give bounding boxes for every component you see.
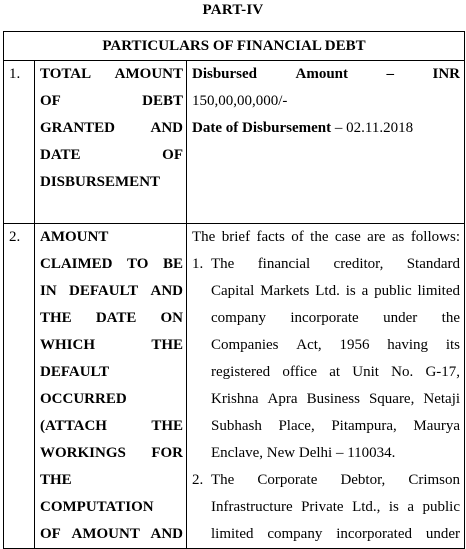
label-line: GRANTED AND bbox=[40, 120, 183, 136]
disbursement-date-line: Date of Disbursement – 02.11.2018 bbox=[192, 120, 414, 136]
row-details-disbursement bbox=[187, 61, 465, 224]
fact-point-1-line: Krishna Apra Business Square, Netaji bbox=[211, 391, 461, 407]
label-line: IN DEFAULT AND bbox=[40, 283, 183, 299]
fact-point-1-line: registered office at Unit No. G-17, bbox=[211, 364, 461, 380]
label-line: DISBURSEMENT bbox=[40, 174, 161, 190]
row-label-amount-claimed bbox=[35, 224, 187, 549]
row-number: 2. bbox=[4, 224, 35, 549]
label-line: TOTAL AMOUNT bbox=[40, 66, 183, 82]
label-line: THE bbox=[40, 472, 72, 488]
label-line: OCCURRED bbox=[40, 391, 127, 407]
table-heading: PARTICULARS OF FINANCIAL DEBT bbox=[4, 32, 465, 61]
fact-point-2-line: 2. The Corporate Debtor, Crimson bbox=[192, 472, 460, 488]
fact-point-1-line: Enclave, New Delhi – 110034. bbox=[211, 445, 396, 461]
label-line: COMPUTATION bbox=[40, 499, 154, 515]
facts-intro: The brief facts of the case are as follows: bbox=[192, 229, 460, 245]
label-line: WHICH THE bbox=[40, 337, 183, 353]
fact-point-1-line: Capital Markets Ltd. is a public limited bbox=[211, 283, 461, 299]
fact-point-1-line: 1. The financial creditor, Standard bbox=[192, 256, 461, 272]
label-line: WORKINGS FOR bbox=[40, 445, 183, 461]
financial-debt-table bbox=[3, 31, 465, 549]
label-line: CLAIMED TO BE bbox=[40, 256, 183, 272]
fact-point-1-line: company incorporate under the bbox=[211, 310, 460, 326]
label-line: AMOUNT bbox=[40, 229, 109, 245]
disbursed-amount-value: 150,00,00,000/- bbox=[192, 93, 288, 109]
part-title: PART-IV bbox=[202, 2, 264, 18]
label-line: (ATTACH THE bbox=[40, 418, 183, 434]
label-line: OF AMOUNT AND bbox=[40, 526, 183, 542]
label-line: OF DEBT bbox=[40, 93, 183, 109]
label-line: DATE OF bbox=[40, 147, 183, 163]
fact-point-1-line: Companies Act, 1956 having its bbox=[211, 337, 460, 353]
disbursed-amount-line: Disbursed Amount – INR bbox=[192, 66, 461, 82]
label-line: THE DATE ON bbox=[40, 310, 183, 326]
row-label-total-amount bbox=[35, 61, 187, 224]
fact-point-2-line: Infrastructure Private Ltd., is a public bbox=[211, 499, 460, 515]
label-line: DEFAULT bbox=[40, 364, 110, 380]
row-number: 1. bbox=[4, 61, 35, 224]
row-details-facts bbox=[187, 224, 465, 549]
fact-point-2-line: limited company incorporated under bbox=[211, 526, 461, 542]
fact-point-1-line: Subhash Place, Pitampura, Maurya bbox=[211, 418, 461, 434]
